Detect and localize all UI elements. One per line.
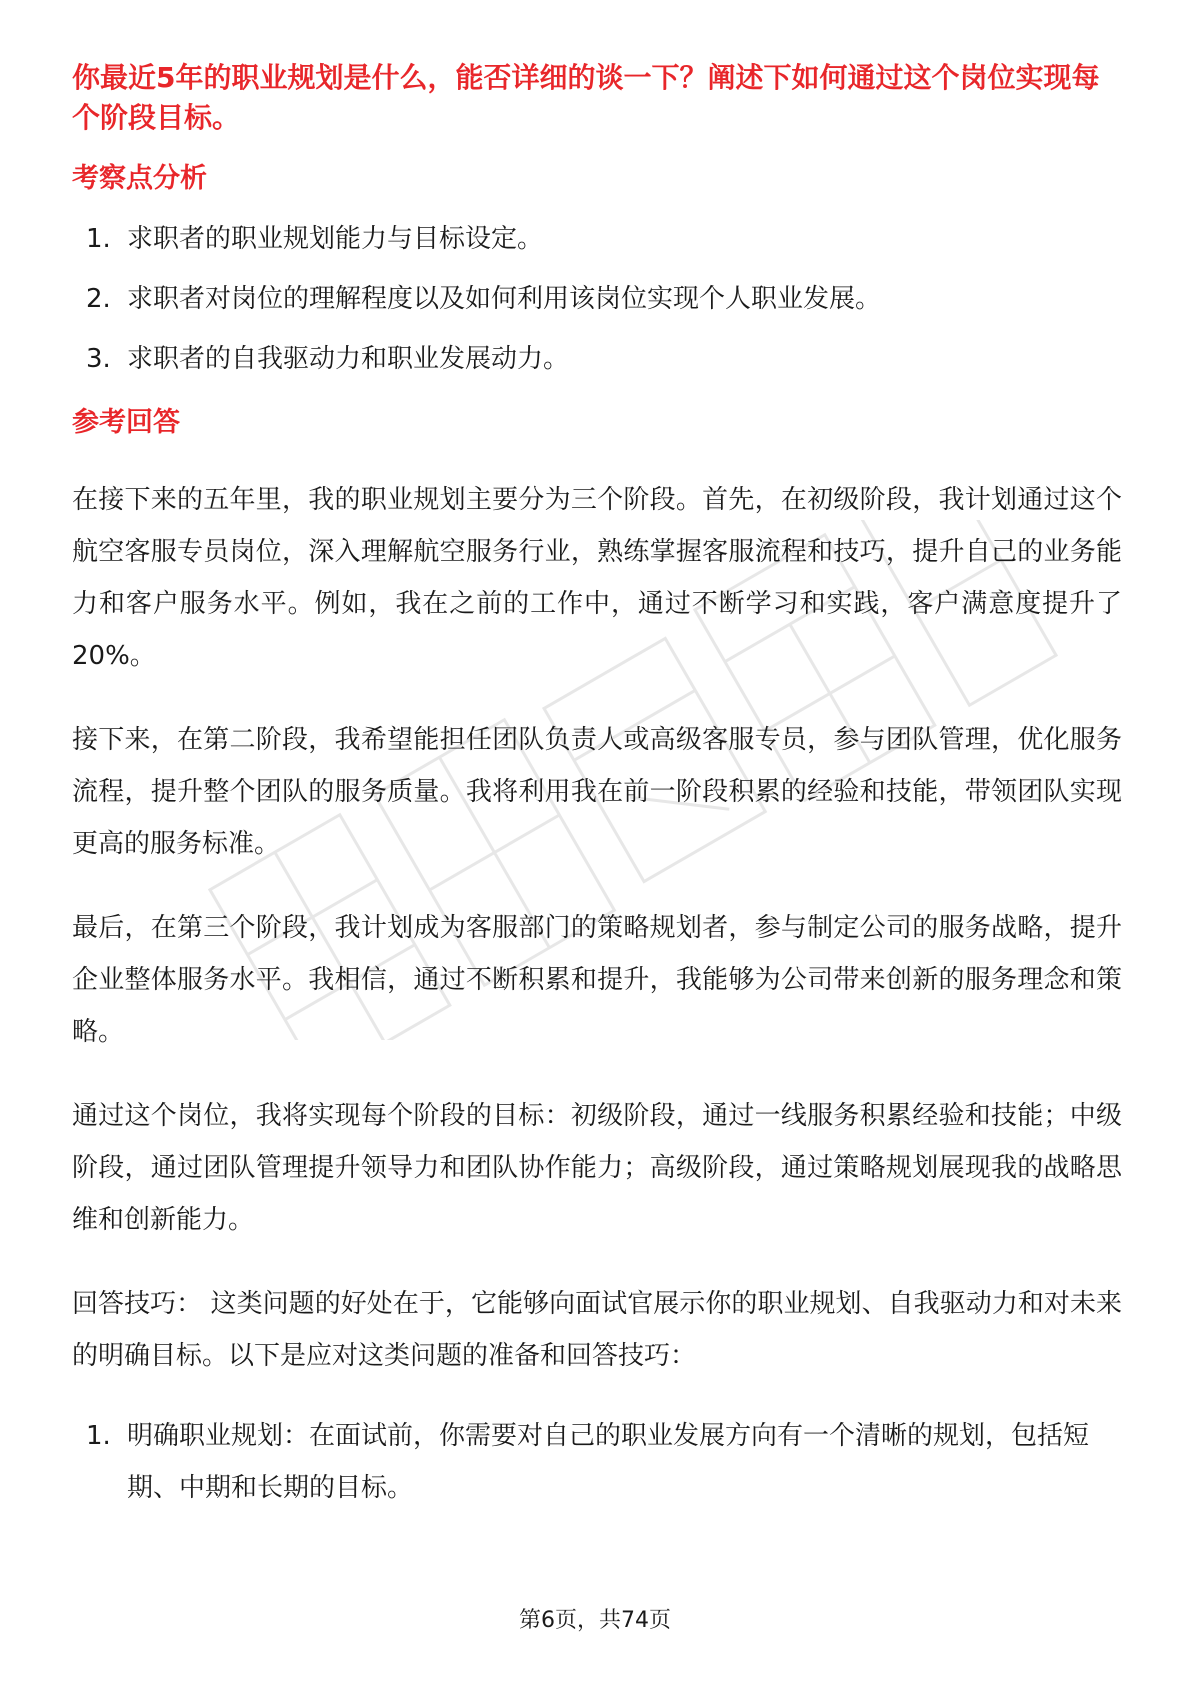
list-item-number: 1. — [86, 224, 111, 254]
answer-title: 参考回答 — [72, 407, 180, 438]
analysis-title: 考察点分析 — [72, 163, 207, 194]
answer-paragraph: 通过这个岗位，我将实现每个阶段的目标：初级阶段，通过一线服务积累经验和技能；中级阶段，通过团队管理提升领导力和团队协作能力；高级阶段，通过策略规划展现我的战略思维和创新能力。 — [72, 1101, 1122, 1235]
list-item — [72, 220, 1122, 258]
tips-list — [72, 1410, 1122, 1514]
analysis-list — [72, 220, 1122, 378]
list-item — [72, 340, 1122, 378]
page-footer: 第6页，共74页 — [519, 1608, 671, 1633]
list-item-text: 求职者对岗位的理解程度以及如何利用该岗位实现个人职业发展。 — [127, 284, 882, 314]
list-item-number: 1. — [86, 1421, 111, 1451]
list-item-text: 求职者的职业规划能力与目标设定。 — [127, 224, 544, 254]
list-item-text: 求职者的自我驱动力和职业发展动力。 — [127, 344, 570, 374]
answer-paragraph: 最后，在第三个阶段，我计划成为客服部门的策略规划者，参与制定公司的服务战略，提升企业整体服务水平。我相信，通过不断积累和提升，我能够为公司带来创新的服务理念和策略。 — [72, 913, 1122, 1047]
question-heading: 你最近5年的职业规划是什么，能否详细的谈一下？阐述下如何通过这个岗位实现每个阶段目标。 — [72, 61, 1100, 134]
list-item-text: 明确职业规划：在面试前，你需要对自己的职业发展方向有一个清晰的规划，包括短期、中期和长期的目标。 — [127, 1421, 1090, 1503]
answer-paragraph: 接下来，在第二阶段，我希望能担任团队负责人或高级客服专员，参与团队管理，优化服务流程，提升整个团队的服务质量。我将利用我在前一阶段积累的经验和技能，带领团队实现更高的服务标准。 — [72, 725, 1122, 859]
answer-paragraph: 在接下来的五年里，我的职业规划主要分为三个阶段。首先，在初级阶段，我计划通过这个航空客服专员岗位，深入理解航空服务行业，熟练掌握客服流程和技巧，提升自己的业务能力和客户服务水平。例如，我在之前的工作中，通过不断学习和实践，客户满意度提升了20%。 — [72, 485, 1122, 671]
list-item-number: 3. — [86, 344, 111, 374]
list-item — [72, 280, 1122, 318]
answer-tips-intro: 回答技巧： 这类问题的好处在于，它能够向面试官展示你的职业规划、自我驱动力和对未来的明确目标。以下是应对这类问题的准备和回答技巧： — [72, 1289, 1122, 1371]
list-item — [72, 1410, 1122, 1514]
document-content — [72, 58, 1122, 1514]
list-item-number: 2. — [86, 284, 111, 314]
